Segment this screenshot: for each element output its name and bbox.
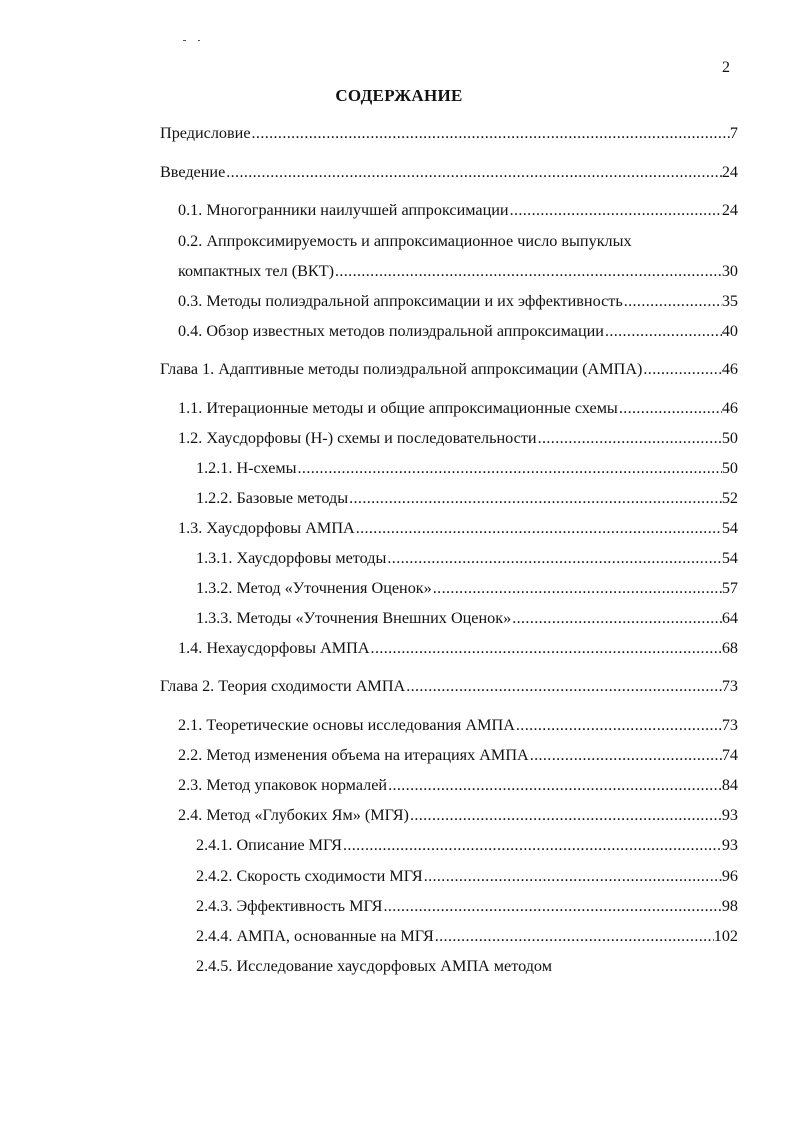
toc-entry-page: 30 [721, 262, 738, 280]
dot-leader [511, 609, 722, 629]
dot-leader [334, 262, 722, 282]
toc-entry[interactable] [196, 835, 738, 856]
dot-leader [405, 677, 722, 697]
toc-entry-label: 2.4. Метод «Глубоких Ям» (МГЯ) [178, 806, 409, 824]
toc-entry-label: 2.4.1. Описание МГЯ [196, 836, 342, 854]
toc-entry-label: 1.3.1. Хаусдорфовы методы [196, 549, 387, 567]
toc-entry[interactable] [196, 926, 738, 947]
toc-entry-label: 1.2.1. H-схемы [196, 459, 297, 477]
toc-entry[interactable] [178, 715, 738, 736]
toc-entry[interactable] [178, 518, 738, 539]
toc-entry[interactable] [196, 608, 738, 629]
toc-entry-label: 2.4.4. АМПА, основанные на МГЯ [196, 927, 434, 945]
toc-entry-label: 1.3.2. Метод «Уточнения Оценок» [196, 579, 432, 597]
toc-entry-label: 2.1. Теоретические основы исследования АМПА [178, 716, 515, 734]
toc-entry-page: 98 [721, 897, 738, 915]
toc-entry-page: 50 [721, 429, 738, 447]
dot-leader [297, 459, 722, 479]
toc-entry-label: 2.4.3. Эффективность МГЯ [196, 897, 383, 915]
toc-entry-label[interactable]: 2.4.5. Исследование хаусдорфовых АМПА методом [196, 957, 552, 975]
page-number: 2 [722, 59, 730, 76]
dot-leader [515, 716, 722, 736]
toc-entry-page: 73 [721, 677, 738, 695]
dot-leader [642, 360, 721, 380]
dot-leader [509, 201, 722, 221]
dot-leader [342, 836, 722, 856]
toc-entry-label: 1.3. Хаусдорфовы АМПА [178, 519, 355, 537]
toc-entry-page: 93 [721, 836, 738, 854]
dot-leader [604, 322, 722, 342]
dot-leader [537, 429, 722, 449]
toc-entry-page: 52 [721, 489, 738, 507]
toc-entry[interactable] [178, 291, 738, 312]
toc-entry-page: 24 [721, 201, 738, 219]
toc-entry[interactable] [196, 458, 738, 479]
toc-entry[interactable] [178, 398, 738, 419]
toc-entry[interactable] [196, 866, 738, 887]
dot-leader [409, 806, 722, 826]
toc-entry-label: 2.4.2. Скорость сходимости МГЯ [196, 867, 423, 885]
toc-entry-label: компактных тел (ВКТ) [178, 262, 334, 280]
toc-entry[interactable] [178, 638, 738, 659]
dot-leader [348, 489, 722, 509]
toc-entry-page: 46 [721, 360, 738, 378]
toc-entry-label: Предисловие [160, 124, 251, 142]
toc-entry-page: 7 [729, 124, 738, 142]
toc-entry-label: 1.1. Итерационные методы и общие аппроксимационные схемы [178, 399, 618, 417]
toc-entry-page: 68 [721, 639, 738, 657]
toc-entry-page: 35 [721, 292, 738, 310]
toc-entry-page: 50 [721, 459, 738, 477]
toc-entry[interactable] [178, 428, 738, 449]
toc-entry-label: Глава 2. Теория сходимости АМПА [160, 677, 406, 695]
toc-entry-label: 0.4. Обзор известных методов полиэдральной аппроксимации [178, 322, 604, 340]
toc-entry-label: Глава 1. Адаптивные методы полиэдральной аппроксимации (АМПА) [160, 360, 643, 378]
toc-entry-page: 24 [721, 163, 738, 181]
toc-entry-page: 54 [721, 519, 738, 537]
toc-entry-label: 2.2. Метод изменения объема на итерациях АМПА [178, 746, 529, 764]
toc-entry-page: 64 [721, 609, 738, 627]
toc-entry[interactable] [178, 775, 738, 796]
toc-entry-page: 46 [721, 399, 738, 417]
dot-leader [618, 399, 722, 419]
dot-leader [529, 746, 722, 766]
toc-entry[interactable] [160, 123, 738, 144]
toc-entry[interactable] [160, 162, 738, 183]
toc-entry-label: 0.3. Методы полиэдральной аппроксимации и их эффективность [178, 292, 623, 310]
dot-leader [423, 867, 722, 887]
toc-entry[interactable] [160, 676, 738, 697]
toc-entry-label-line1: 0.2. Аппроксимируемость и аппроксимационное число выпуклых [178, 232, 632, 250]
toc-entry[interactable] [178, 261, 738, 282]
toc-entry-page: 84 [721, 776, 738, 794]
toc-entry-label: 1.2.2. Базовые методы [196, 489, 349, 507]
toc-entry-label: Введение [160, 163, 226, 181]
toc-entry-page: 96 [721, 867, 738, 885]
toc-entry[interactable] [178, 200, 738, 221]
dot-leader [251, 124, 730, 144]
dot-leader [434, 927, 714, 947]
dot-leader [387, 776, 722, 796]
dot-leader [225, 163, 722, 183]
toc-entry[interactable] [196, 578, 738, 599]
dot-leader [432, 579, 722, 599]
toc-entry[interactable] [178, 805, 738, 826]
toc-entry[interactable] [196, 896, 738, 917]
dot-leader [382, 897, 721, 917]
toc-entry-label: 0.1. Многогранники наилучшей аппроксимации [178, 201, 509, 219]
toc-entry-label: 1.3.3. Методы «Уточнения Внешних Оценок» [196, 609, 512, 627]
toc-entry-label: 1.2. Хаусдорфовы (H-) схемы и последовательности [178, 429, 537, 447]
toc-entry-page: 57 [721, 579, 738, 597]
toc-entry[interactable] [196, 488, 738, 509]
toc-entry-page: 73 [721, 716, 738, 734]
dot-leader [386, 549, 721, 569]
toc-entry[interactable] [160, 359, 738, 380]
toc-entry[interactable] [178, 745, 738, 766]
toc-entry-page: 93 [721, 806, 738, 824]
dot-leader [370, 639, 722, 659]
toc-entry-label: 2.3. Метод упаковок нормалей [178, 776, 388, 794]
toc-entry[interactable] [178, 321, 738, 342]
toc-entry[interactable] [196, 548, 738, 569]
toc-entry-page: 54 [721, 549, 738, 567]
toc-entry-page: 74 [721, 746, 738, 764]
toc-entry-page: 102 [713, 927, 738, 945]
toc-entry-page: 40 [721, 322, 738, 340]
dot-leader [623, 292, 722, 312]
dot-leader [355, 519, 722, 539]
page-title: СОДЕРЖАНИЕ [335, 86, 463, 105]
toc-entry-label: 1.4. Нехаусдорфовы АМПА [178, 639, 370, 657]
